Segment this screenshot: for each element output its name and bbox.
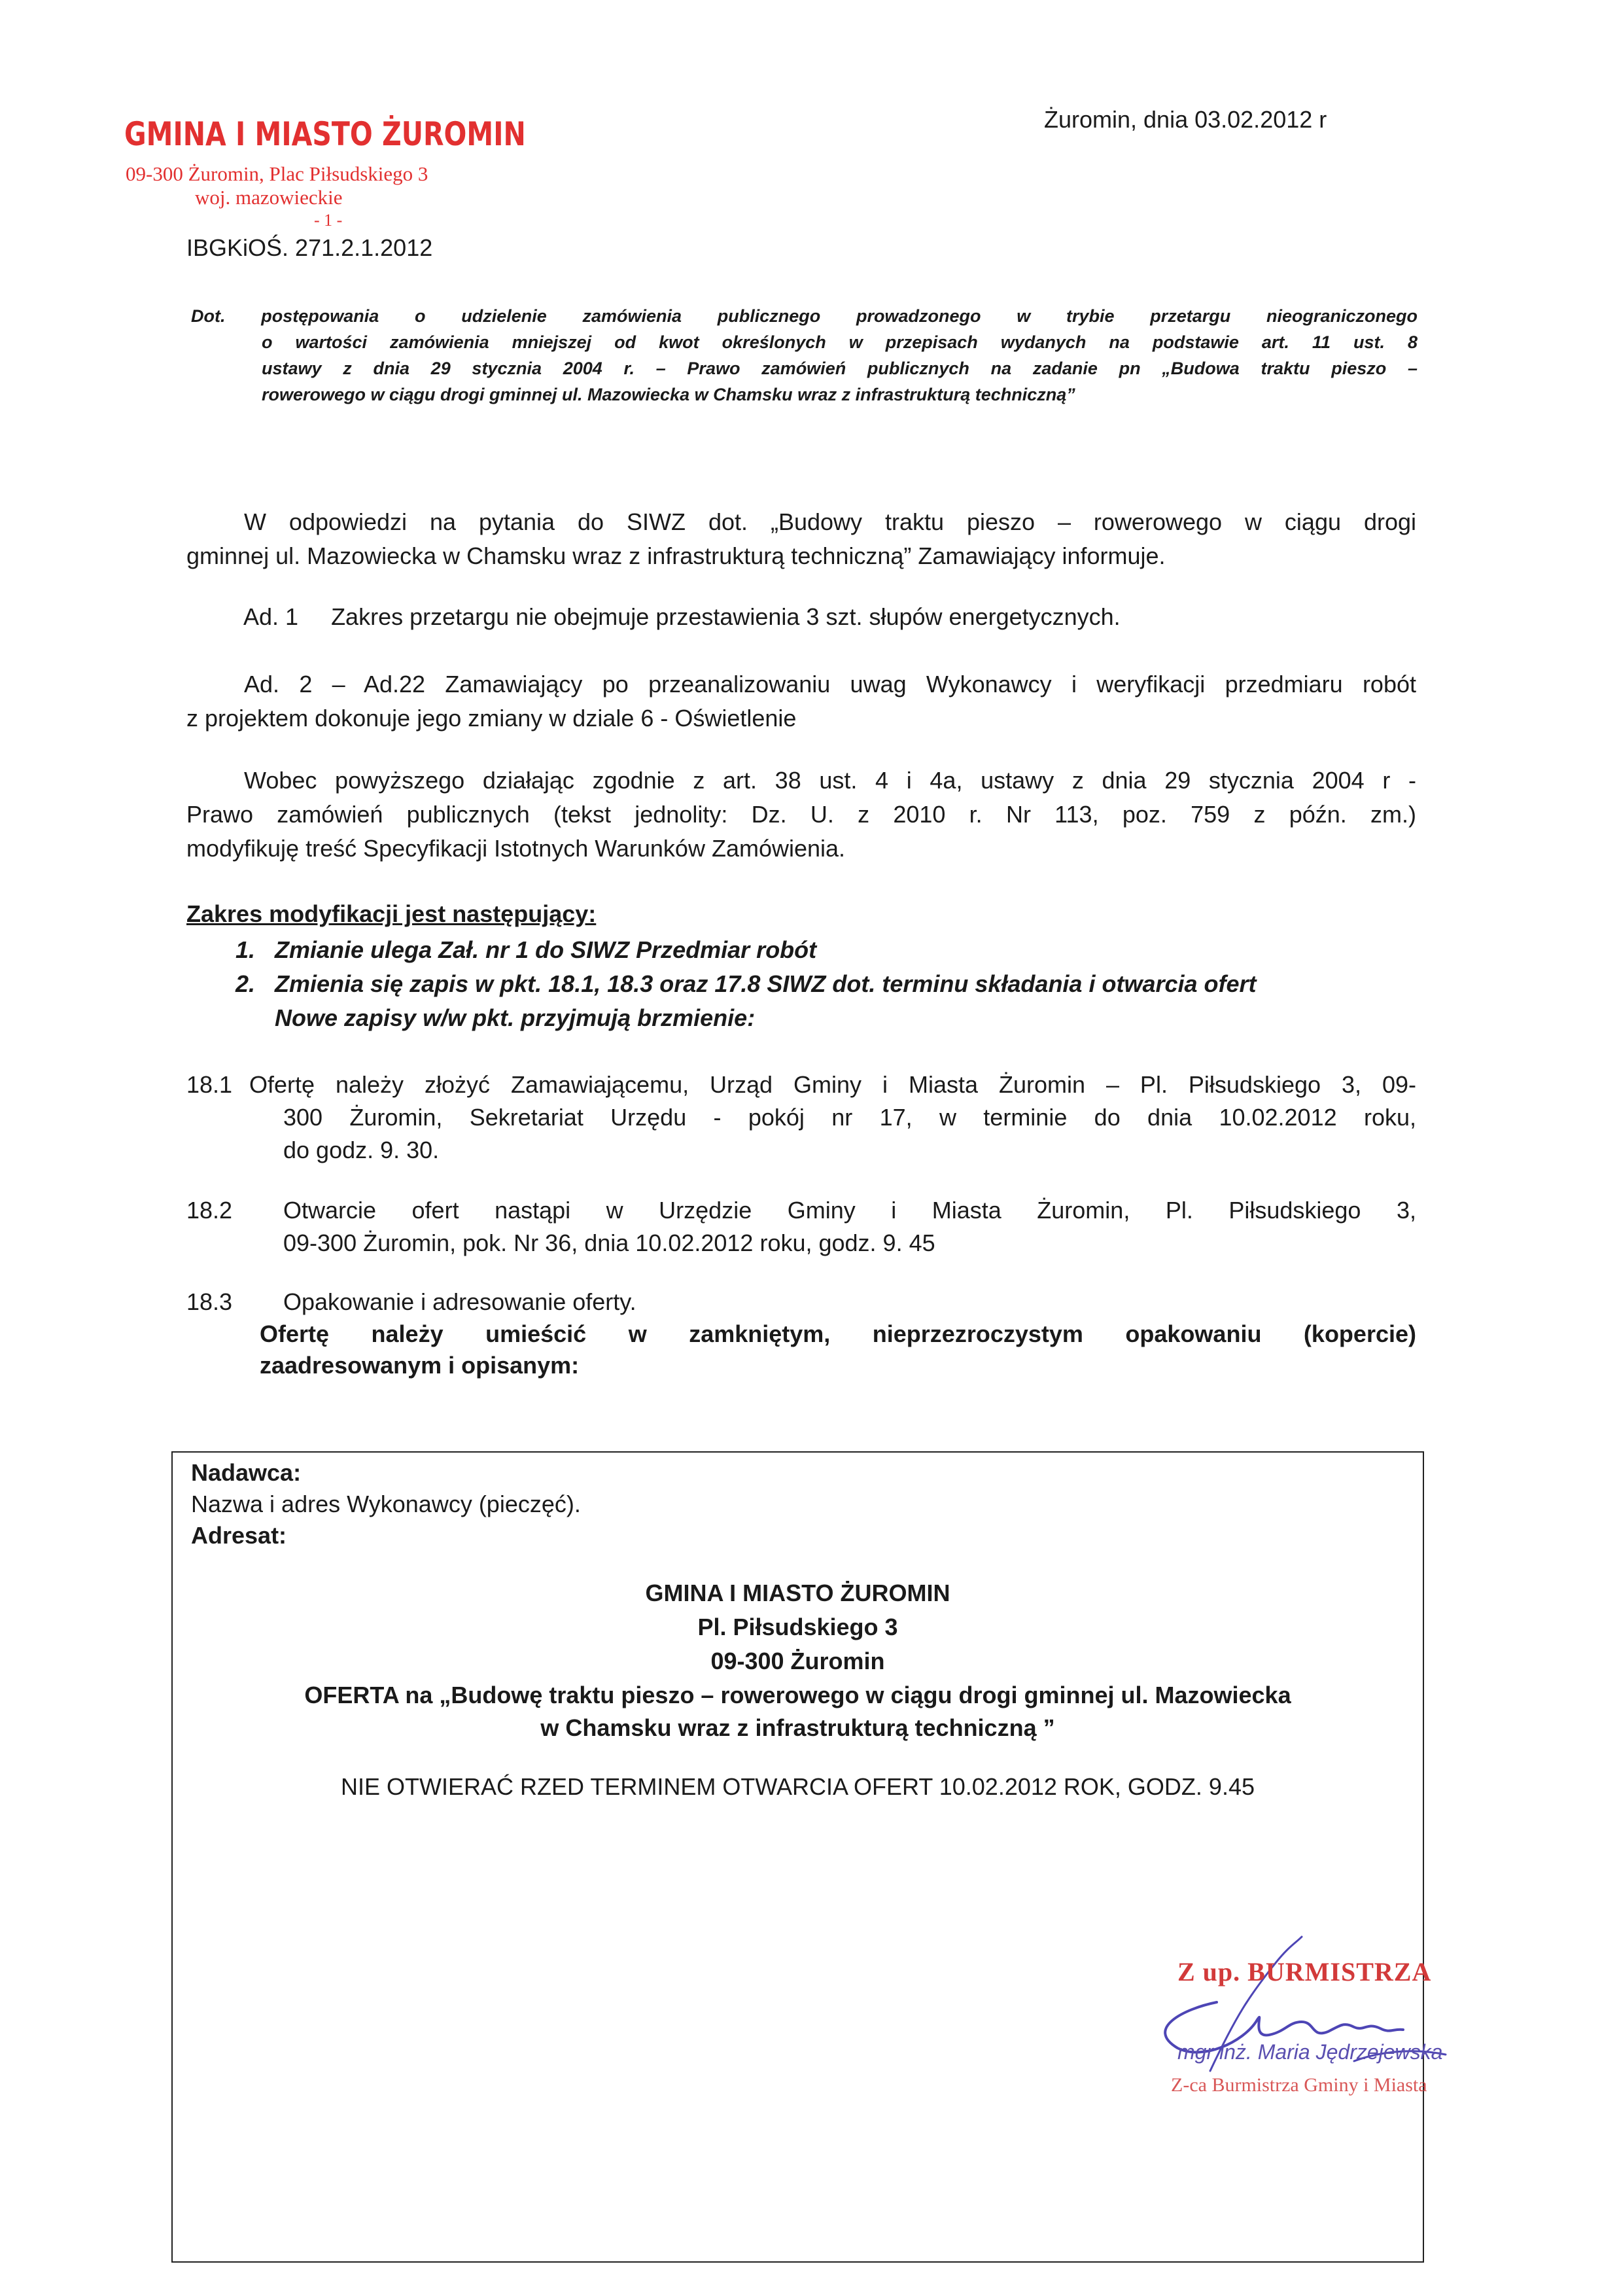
offer-line: w Chamsku wraz z infrastrukturą techniczną ” [540,1714,1055,1741]
intro-paragraph [186,505,1416,573]
section-line: Otwarcie ofert nastąpi w Urzędzie Gminy i Miasta Żuromin, Pl. Piłsudskiego 3, [283,1197,1416,1224]
recipient-label: Adresat: [191,1522,287,1549]
page-marker: - 1 - [314,211,343,230]
offer-line: OFERTA na „Budowę traktu pieszo – rowerowego w ciągu drogi gminnej ul. Mazowiecka [304,1682,1291,1708]
section-line: do godz. 9. 30. [283,1137,440,1163]
modification-list [235,933,1257,1035]
section-bold-line: zaadresowanym i opisanym: [260,1352,580,1379]
do-not-open-warning: NIE OTWIERAĆ RZED TERMINEM OTWARCIA OFERT 10.02.2012 ROK, GODZ. 9.45 [341,1773,1255,1800]
subject-line: o wartości zamówienia mniejszej od kwot określonych w przepisach wydanych na podstawie art. 11 ust. 8 [262,332,1418,352]
ad2-paragraph [186,667,1416,735]
modification-item: Nowe zapisy w/w pkt. przyjmują brzmienie: [235,1004,756,1031]
letterhead-name: GMINA I MIASTO ŻUROMIN [124,115,526,153]
modification-heading: Zakres modyfikacji jest następujący: [186,900,597,927]
legal-paragraph [186,764,1416,866]
paragraph-line: W odpowiedzi na pytania do SIWZ dot. „Budowy traktu pieszo – rowerowego w ciągu drogi [244,508,1416,535]
section-line: 09-300 Żuromin, pok. Nr 36, dnia 10.02.2012 roku, godz. 9. 45 [283,1229,935,1256]
section-number: 18.2 [186,1197,233,1224]
paragraph-line: Wobec powyższego działając zgodnie z art. 38 ust. 4 i 4a, ustawy z dnia 29 stycznia 2004 r - [244,767,1416,794]
subject-line: rowerowego w ciągu drogi gminnej ul. Mazowiecka w Chamsku wraz z infrastrukturą techniczną” [262,385,1075,404]
letterhead-region: woj. mazowieckie [195,186,343,209]
section-18-1 [186,1069,1416,1167]
modification-item: 2. Zmienia się zapis w pkt. 18.1, 18.3 oraz 17.8 SIWZ dot. terminu składania i otwarcia ofert [235,970,1257,997]
section-18-3 [186,1286,1416,1381]
subject-block [191,303,1418,408]
signatory-role: Z-ca Burmistrza Gminy i Miasta [1171,2074,1427,2096]
paragraph-line: gminnej ul. Mazowiecka w Chamsku wraz z infrastrukturą techniczną” Zamawiający informuje. [186,542,1166,569]
paragraph-line: Prawo zamówień publicznych (tekst jednolity: Dz. U. z 2010 r. Nr 113, poz. 759 z późn. zm.) [186,801,1416,828]
sender-label: Nadawca: [191,1459,302,1486]
document-date: Żuromin, dnia 03.02.2012 r [1044,106,1327,133]
recipient-city: 09-300 Żuromin [710,1648,885,1674]
signature-title: Z up. BURMISTRZA [1177,1957,1432,1987]
paragraph-line: Ad. 2 – Ad.22 Zamawiający po przeanalizowaniu uwag Wykonawcy i weryfikacji przedmiaru robót [244,671,1416,698]
subject-line: ustawy z dnia 29 stycznia 2004 r. – Prawo zamówień publicznych na zadanie pn „Budowa traktu pieszo – [262,359,1418,378]
paragraph-line: z projektem dokonuje jego zmiany w dziale 6 - Oświetlenie [186,705,797,732]
letterhead-address: 09-300 Żuromin, Plac Piłsudskiego 3 [126,162,428,185]
recipient-name: GMINA I MIASTO ŻUROMIN [645,1580,950,1606]
section-line: Opakowanie i adresowanie oferty. [283,1288,636,1315]
section-number: 18.3 [186,1288,233,1315]
section-line: 300 Żuromin, Sekretariat Urzędu - pokój nr 17, w terminie do dnia 10.02.2012 roku, [283,1104,1416,1131]
section-18-2 [186,1194,1416,1260]
ad1-paragraph: Ad. 1 Zakres przetargu nie obejmuje przestawienia 3 szt. słupów energetycznych. [243,603,1121,630]
paragraph-line: modyfikuję treść Specyfikacji Istotnych Warunków Zamówienia. [186,835,846,862]
reference-number: IBGKiOŚ. 271.2.1.2012 [186,234,433,261]
section-line: Ofertę należy złożyć Zamawiającemu, Urząd Gminy i Miasta Żuromin – Pl. Piłsudskiego 3, 09- [249,1071,1416,1098]
section-bold-line: Ofertę należy umieścić w zamkniętym, nieprzezroczystym opakowaniu (kopercie) [260,1320,1416,1347]
section-number: 18.1 [186,1071,233,1098]
modification-item: 1. Zmianie ulega Zał. nr 1 do SIWZ Przedmiar robót [235,936,817,963]
recipient-street: Pl. Piłsudskiego 3 [697,1614,898,1640]
signatory-name: mgr inż. Maria Jędrzejewska [1177,2040,1443,2064]
subject-line: Dot. postępowania o udzielenie zamówienia publicznego prowadzonego w trybie przetargu nieograniczonego [191,306,1418,326]
sender-text: Nazwa i adres Wykonawcy (pieczęć). [191,1491,581,1517]
